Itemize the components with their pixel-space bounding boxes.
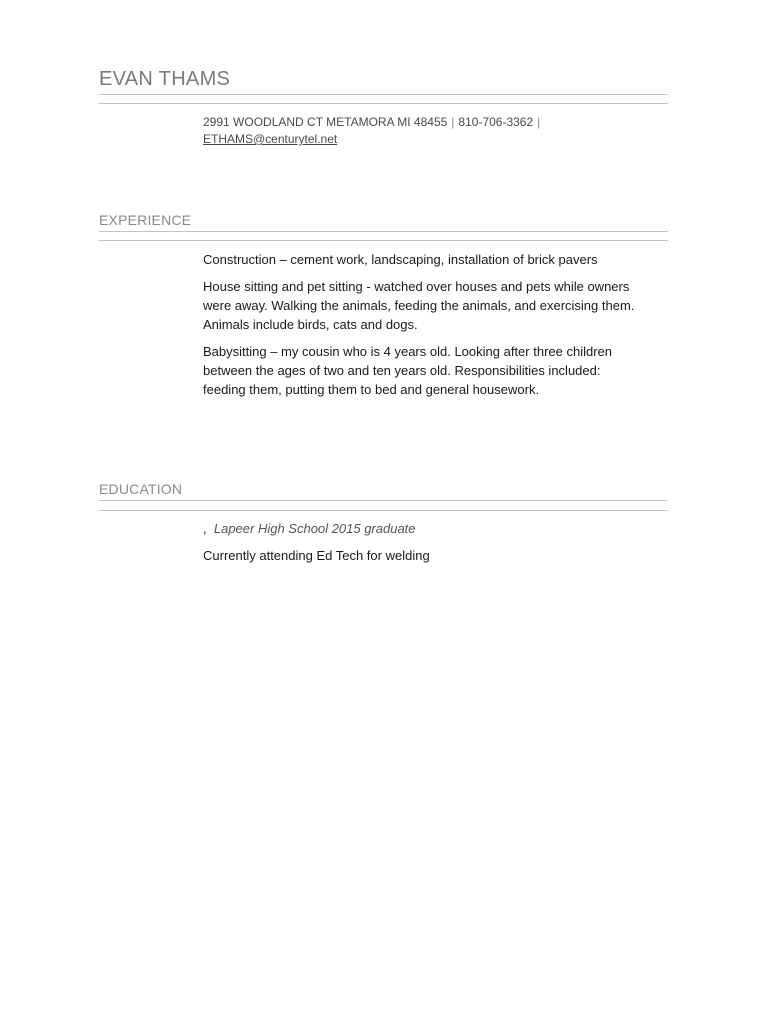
experience-rule-bottom <box>99 240 668 241</box>
header-rule-top <box>99 94 668 95</box>
applicant-name: EVAN THAMS <box>99 68 231 90</box>
phone: 810-706-3362 <box>458 115 534 129</box>
experience-list <box>203 250 643 407</box>
education-heading: EDUCATION <box>99 481 183 497</box>
education-prefix: , <box>203 521 207 536</box>
experience-item: House sitting and pet sitting - watched over houses and pets while owners were away. Walking the animals, feeding the animals, and exercising them. Animals include birds, cats and dogs. <box>203 279 635 332</box>
header-rule-bottom <box>99 103 668 104</box>
email-link[interactable]: ETHAMS@centurytel.net <box>203 132 338 146</box>
education-rule-bottom <box>99 510 668 511</box>
education-item <box>203 519 643 538</box>
experience-item: Babysitting – my cousin who is 4 years old. Looking after three children between the ages of two and ten years old. Responsibilities included: feeding them, putting them to bed and general housework. <box>203 344 612 397</box>
separator: | <box>537 115 541 129</box>
experience-heading: EXPERIENCE <box>99 212 192 228</box>
school-name: Lapeer High School 2015 graduate <box>213 521 416 536</box>
contact-info <box>203 114 643 148</box>
education-rule-top <box>99 500 668 501</box>
address: 2991 WOODLAND CT METAMORA MI 48455 <box>203 115 448 129</box>
education-item: Currently attending Ed Tech for welding <box>203 548 430 563</box>
education-list <box>203 519 643 573</box>
experience-item: Construction – cement work, landscaping, installation of brick pavers <box>203 252 598 267</box>
separator: | <box>451 115 455 129</box>
experience-rule-top <box>99 231 668 232</box>
